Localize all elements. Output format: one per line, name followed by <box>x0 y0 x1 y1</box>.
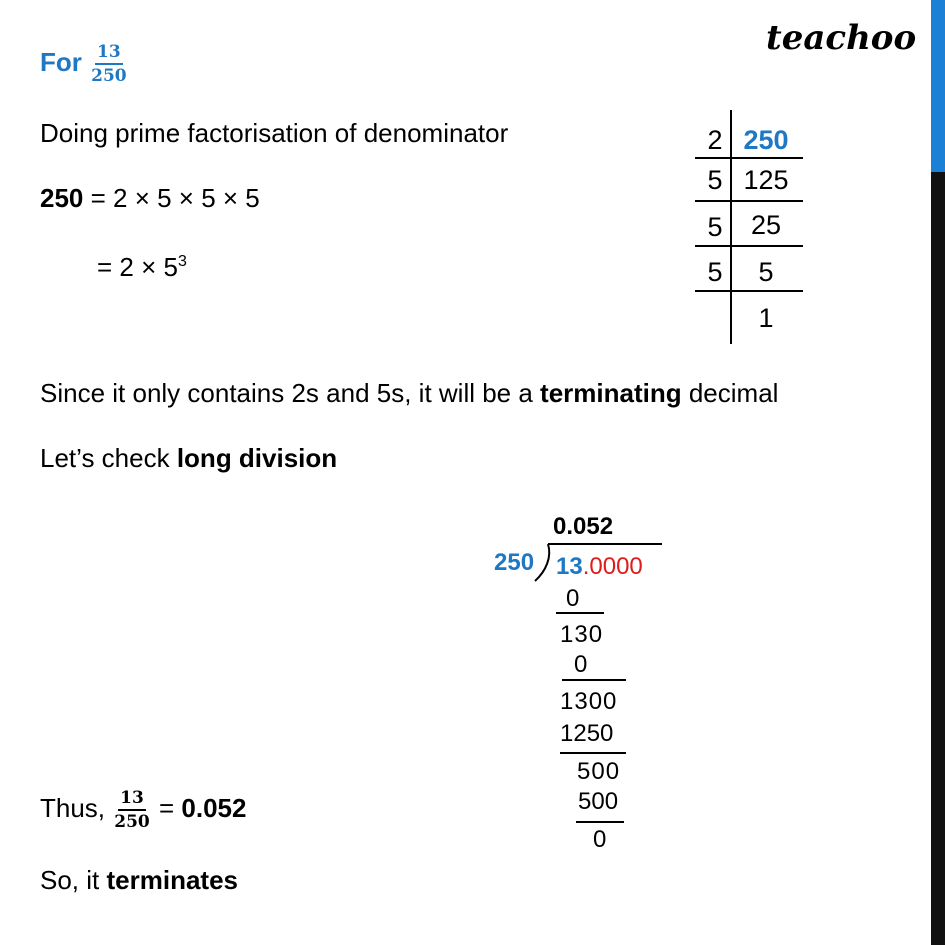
divisor: 250 <box>494 549 535 576</box>
terminating-keyword: terminating <box>540 378 682 408</box>
long-division-intro <box>40 443 337 473</box>
division-step: 500 <box>577 758 621 785</box>
factor-table-rule <box>695 290 803 292</box>
title-prefix: For <box>40 47 82 77</box>
division-step: 0 <box>574 651 588 678</box>
title-fraction <box>89 42 129 86</box>
result-prefix: Thus, <box>40 793 113 823</box>
title-denominator: 250 <box>91 66 127 87</box>
divisor-cell: 5 <box>707 257 723 287</box>
result-numerator: 13 <box>118 788 146 811</box>
subtraction-line <box>562 679 626 681</box>
long-division-keyword: long division <box>176 443 338 473</box>
terminating-statement <box>40 378 778 408</box>
value-cell: 25 <box>750 210 782 240</box>
factorisation-line-2 <box>97 247 187 282</box>
conclusion <box>40 865 238 895</box>
intro-text: Doing prime factorisation of denominator <box>40 118 509 148</box>
dividend-number: 13 <box>556 553 583 580</box>
terminating-statement-start: Since it only contains 2s and 5s, it will be a <box>40 378 541 408</box>
scrollbar-thumb[interactable] <box>931 0 945 172</box>
divisor-cell: 2 <box>707 125 723 155</box>
factor-table-divider <box>730 110 732 344</box>
power-form: = 2 × 5 <box>97 252 178 282</box>
value-cell: 5 <box>758 257 774 287</box>
division-step: 500 <box>578 788 619 815</box>
subtraction-line <box>556 612 604 614</box>
factorisation-line-1 <box>40 183 260 213</box>
division-bar <box>548 543 662 545</box>
value-cell: 250 <box>743 125 789 155</box>
division-step: 0 <box>593 826 607 853</box>
division-step: 130 <box>560 621 604 648</box>
divisor-cell: 5 <box>707 165 723 195</box>
division-step: 1250 <box>560 720 614 747</box>
factor-table-rule <box>695 157 803 159</box>
terminating-statement-end: decimal <box>681 378 779 408</box>
dividend <box>556 553 643 581</box>
power-exponent: 3 <box>177 253 187 270</box>
factor-table-rule <box>695 200 803 202</box>
factor-table-rule <box>695 245 803 247</box>
division-step: 0 <box>566 585 580 612</box>
result-fraction <box>112 788 152 832</box>
factorised-number: 250 <box>40 183 84 213</box>
scrollbar[interactable] <box>931 0 945 945</box>
division-bracket <box>534 543 552 583</box>
page-title <box>40 40 129 86</box>
result-equals: = <box>151 793 182 823</box>
value-cell: 125 <box>743 165 789 195</box>
factorisation-expansion: = 2 × 5 × 5 × 5 <box>83 183 260 213</box>
quotient: 0.052 <box>553 513 614 540</box>
teachoo-logo: teachoo <box>766 18 917 58</box>
division-step: 1300 <box>560 688 618 715</box>
subtraction-line <box>576 821 624 823</box>
title-numerator: 13 <box>95 42 123 65</box>
divisor-cell: 5 <box>707 212 723 242</box>
dividend-decimal-zeros: .0000 <box>582 553 643 580</box>
conclusion-start: So, it <box>40 865 107 895</box>
conclusion-keyword: terminates <box>106 865 238 895</box>
value-cell: 1 <box>758 303 774 333</box>
result-denominator: 250 <box>114 812 150 833</box>
subtraction-line <box>560 752 626 754</box>
result-statement <box>40 786 246 832</box>
result-value: 0.052 <box>181 793 247 823</box>
long-division-intro-start: Let’s check <box>40 443 177 473</box>
